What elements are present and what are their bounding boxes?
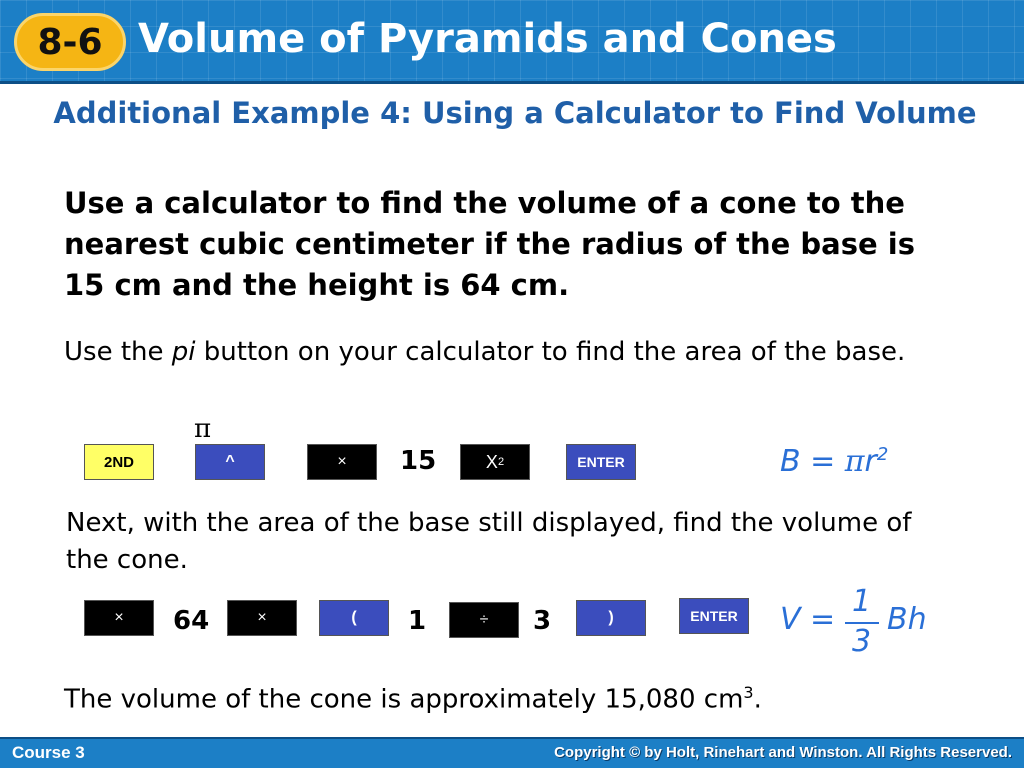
key-left-paren: ( bbox=[319, 600, 389, 636]
step1-text-before: Use the bbox=[64, 337, 172, 367]
key-x-squared bbox=[460, 444, 530, 480]
key-enter-2: ENTER bbox=[679, 598, 749, 634]
pi-symbol-label: π bbox=[194, 414, 212, 444]
key-x-squared-base: X bbox=[485, 451, 498, 472]
volume-formula-lhs: V = bbox=[780, 602, 836, 637]
key-2nd: 2ND bbox=[84, 444, 154, 480]
key-right-paren: ) bbox=[576, 600, 646, 636]
step1-text-after: button on your calculator to find the area of the base. bbox=[195, 337, 906, 367]
step2-instruction: Next, with the area of the base still displayed, find the volume of the cone. bbox=[66, 508, 912, 575]
key-times-1: × bbox=[84, 600, 154, 636]
key-divide: ÷ bbox=[449, 602, 519, 638]
conclusion-exp: 3 bbox=[743, 683, 754, 702]
formula-pi: π bbox=[844, 444, 865, 479]
formula-r: r bbox=[864, 444, 877, 479]
step1-text-italic: pi bbox=[171, 337, 196, 367]
value-3: 3 bbox=[533, 606, 552, 636]
lesson-title: Volume of Pyramids and Cones bbox=[138, 16, 837, 62]
formula-lhs: B = bbox=[780, 444, 845, 479]
key-times-2: × bbox=[227, 600, 297, 636]
header-bar bbox=[0, 0, 1024, 84]
step1-instruction bbox=[64, 334, 944, 371]
value-1: 1 bbox=[408, 606, 427, 636]
value-15: 15 bbox=[400, 446, 437, 476]
lesson-badge: 8-6 bbox=[14, 13, 126, 71]
conclusion bbox=[64, 674, 964, 719]
footer-bar bbox=[0, 737, 1024, 768]
copyright-notice: Copyright © by Holt, Rinehart and Winston. All Rights Reserved. bbox=[554, 744, 1012, 761]
problem-statement: Use a calculator to find the volume of a cone to the nearest cubic centimeter if the radius of the base is 15 cm and the height is 64 cm. bbox=[64, 186, 915, 302]
key-times: × bbox=[307, 444, 377, 480]
conclusion-end: . bbox=[753, 684, 762, 715]
key-x-squared-exp: 2 bbox=[497, 456, 505, 468]
course-label: Course 3 bbox=[12, 743, 85, 762]
key-enter: ENTER bbox=[566, 444, 636, 480]
volume-formula-rhs: Bh bbox=[887, 602, 927, 637]
value-64: 64 bbox=[173, 606, 210, 636]
fraction-denominator: 3 bbox=[852, 624, 872, 659]
fraction-numerator: 1 bbox=[852, 584, 872, 619]
formula-exp: 2 bbox=[876, 444, 889, 465]
example-title: Additional Example 4: Using a Calculator to Find Volume bbox=[53, 96, 977, 130]
key-caret: ^ bbox=[195, 444, 265, 480]
conclusion-text: The volume of the cone is approximately 15,080 cm bbox=[64, 684, 744, 715]
base-area-formula bbox=[780, 444, 888, 479]
